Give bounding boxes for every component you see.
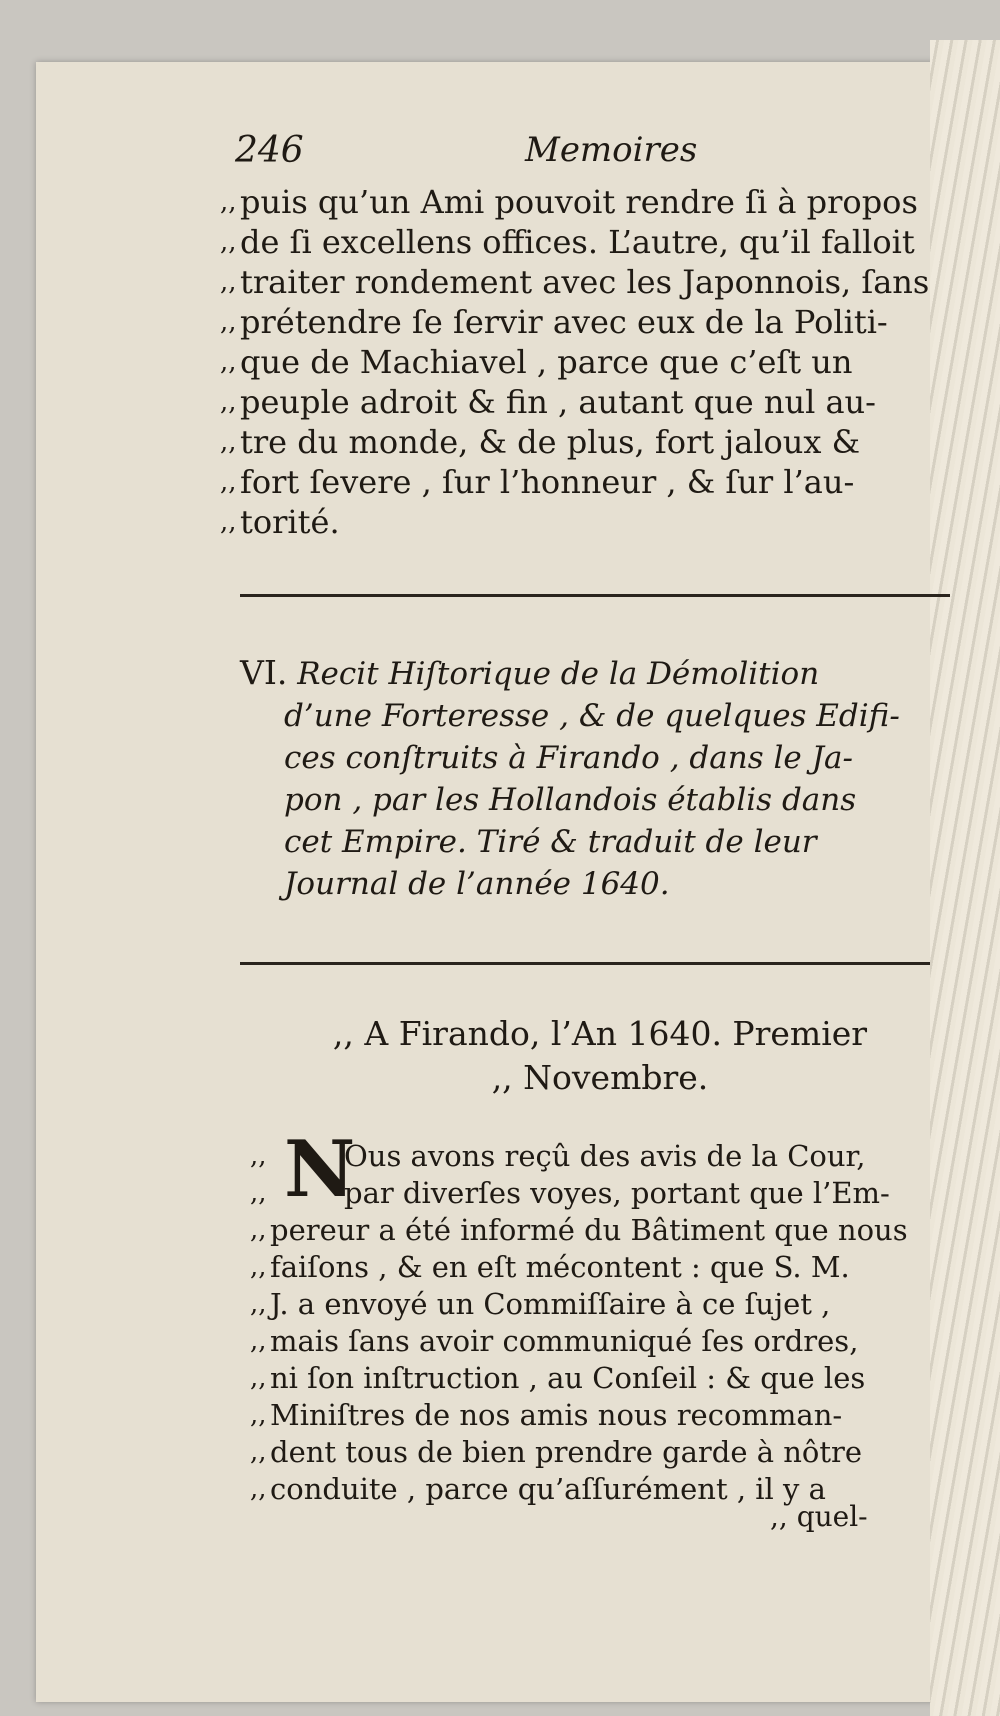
text-line: ,, prétendre ſe ſervir avec eux de la Politi- <box>220 303 888 341</box>
text-line: ,, Ous avons reçû des avis de la Cour, <box>250 1139 866 1173</box>
text-line: ,, peuple adroit & fin , autant que nul au- <box>220 383 876 421</box>
running-title: Memoires <box>525 130 698 170</box>
page-number: 246 <box>235 130 304 171</box>
text-line: ,, tre du monde, & de plus, fort jaloux & <box>220 423 861 461</box>
text-line: ,, par diverſes voyes, portant que l’Em- <box>250 1176 890 1210</box>
catchword: ,, quel- <box>770 1500 868 1533</box>
paragraph-continuation <box>220 182 975 542</box>
section-number: VI. <box>240 653 288 692</box>
dateline: ,, A Firando, l’An 1640. Premier ,, Novembre. <box>332 1014 868 1097</box>
text-line: ,, mais ſans avoir communiqué ſes ordres, <box>250 1324 859 1358</box>
text-line: ,, torité. <box>220 503 340 541</box>
section-title: VI. Recit Hiſtorique de la Démolition d’une Forteresse , & de quelques Edifi- ces conſtruits à Firando , dans le Ja- pon , par les Hollandois établis dans cet Empire. Tiré & traduit de leur Journal de l’année 1640. <box>240 653 900 902</box>
text-line: ,, ni ſon inſtruction , au Conſeil : & que les <box>250 1361 866 1395</box>
text-line: ,, dent tous de bien prendre garde à nôtre <box>250 1435 863 1469</box>
text-line: ,, fort ſevere , ſur l’honneur , & ſur l’au- <box>220 463 855 501</box>
text-line: ,, faiſons , & en eſt mécontent : que S. M. <box>250 1250 850 1284</box>
section-rule-bottom <box>240 962 930 965</box>
text-line: ,, conduite , parce qu’aſſurément , il y a <box>250 1472 826 1506</box>
text-line: ,, traiter rondement avec les Japonnois, ſans <box>220 263 930 301</box>
text-line: ,, de ſi excellens offices. L’autre, qu’il falloit <box>220 223 915 261</box>
text-line: ,, Miniſtres de nos amis nous recomman- <box>250 1398 843 1432</box>
body-paragraph <box>250 1138 920 1508</box>
section-rule-top <box>240 594 950 597</box>
page-header <box>235 130 955 176</box>
drop-cap: N <box>284 1124 356 1215</box>
text-line: ,, que de Machiavel , parce que c’eſt un <box>220 343 853 381</box>
text-line: ,, puis qu’un Ami pouvoit rendre ſi à propos <box>220 183 918 221</box>
text-line: ,, J. a envoyé un Commiſſaire à ce ſujet , <box>250 1287 831 1321</box>
text-line: ,, pereur a été informé du Bâtiment que nous <box>250 1213 908 1247</box>
